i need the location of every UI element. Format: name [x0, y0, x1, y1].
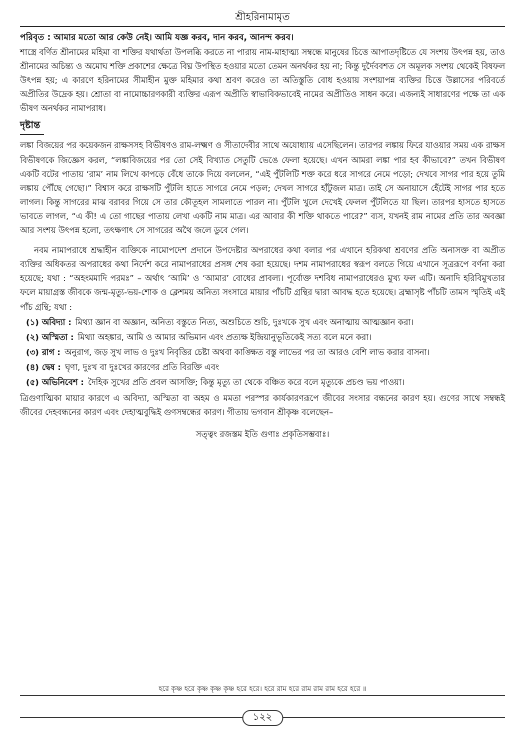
gita-verse: সত্ত্বং রজস্তম ইতি গুণাঃ প্রকৃতিসম্ভবাঃ।: [195, 429, 330, 440]
item-term: (৪) দ্বেষ :: [26, 361, 61, 372]
running-header: শ্রীহরিনামামৃত: [20, 10, 505, 27]
item-term: (২) অস্মিতা :: [26, 331, 74, 342]
item-text: মিথ্যা অহঙ্কার, আমি ও আমার অভিমান এবং প্রত্যক্ষ ইন্দ্রিয়ানুভূতিকেই সত্য বলে মনে করা।: [77, 331, 372, 342]
item-text: ঘৃণা, দুঃখ বা দুঃখের কারণের প্রতি বিরক্তি এবং: [64, 361, 219, 372]
heading-underline: [20, 134, 44, 135]
section-heading: দৃষ্টান্ত: [20, 120, 41, 132]
item-term: (১) অবিদ্যা :: [26, 316, 72, 327]
item-text: মিথ্যা জ্ঞান বা অজ্ঞান, অনিত্য বস্তুতে নিত্য, অশুচিতে শুচি, দুঃখকে সুখ এবং অনাত্মায় আত্মজ্ঞান করা।: [75, 316, 414, 327]
page-number: ১২২: [242, 710, 284, 726]
closing-paragraph: ত্রিগুণাত্মিকা মায়ার কারণে এ অবিদ্যা, অস্মিতা বা অহম ও মমতা পরস্পর কার্যকারণরূপে জীবের সংসার বন্ধনের কারণ হয়। গুণের সাথে সম্বন্ধই জীবের দেহবন্ধনের কারণ এবং দেহাত্মবুদ্ধিই গুণসম্বন্ধের কারণ। গীতায় ভগবান শ্রীকৃষ্ণ বলেছেন–: [20, 393, 505, 418]
footer-mantra: হরে কৃষ্ণ হরে কৃষ্ণ কৃষ্ণ কৃষ্ণ হরে হরে। হরে রাম হরে রাম রাম রাম হরে হরে ॥: [158, 685, 367, 693]
ninth-offense-paragraph: নবম নামাপরাধে শ্রদ্ধাহীন ব্যক্তিকে নামোপদেশ প্রদানে উপদেষ্টার অপরাধের কথা বলার পর এখানে হরিকথা শ্রবণের প্রতি অনাসক্ত বা অপ্রীত ব্যক্তির অধিকতর অপরাধের কথা নির্দেশ করে নামাপরাধের প্রসঙ্গ শেষ করা হয়েছে। দশম নামাপরাধের স্বরূপ বলতে গিয়ে এখানে সূত্ররূপে বর্ণনা করা হয়েছে; যথা : “অহংমমাদি পরমঃ” – অর্থাৎ ‘আমি’ ও ‘আমার’ বোধের প্রাবল্য। পূর্বোক্ত দশবিধ নামাপরাধেরও মুখ্য ফল এটি। অনাদি হরিবিমুখতার ফলে মায়াগ্রস্ত জীবকে জন্ম-মৃত্যু-ভয়-শোক ও ক্লেশময় অনিত্য সংসারে মায়ার পাঁচটি গ্রন্থির দ্বারা আবদ্ধ হতে হয়েছে। ব্রহ্মাসৃষ্ট পাঁচটি তামস স্মৃতিই এই পাঁচ গ্রন্থি; যথা :: [20, 245, 505, 312]
list-item: [26, 375, 505, 389]
item-term: (৫) অভিনিবেশ :: [26, 376, 84, 387]
story-paragraph: লঙ্কা বিজয়ের পর কয়েকজন রাক্ষসসহ বিভীষণও রাম-লক্ষ্মণ ও সীতাদেবীর সাথে অযোধ্যায় এসেছিলেন। তারপর লঙ্কায় ফিরে যাওয়ার সময় এক রাক্ষস বিভীষণকে জিজ্ঞেস করল, “লঙ্কাবিজয়ের পর তো সেই বিখ্যাত সেতুটি ভেঙে ফেলা হয়েছে। এখন আমরা লঙ্কা পার হব কীভাবে?” তখন বিভীষণ একটি বটের পাতায় ‘রাম’ নাম লিখে কাপড়ে বেঁধে তাকে দিয়ে বললেন, “এই পুঁটলিটি শক্ত করে ধরে সাগরে নেমে পড়ো; দেখবে সাগর পার হয়ে তুমি লঙ্কায় পৌঁছে গেছো।” বিশ্বাস করে রাক্ষসটি পুঁটলি হাতে সাগরে নেমে পড়ল; দেখল সাগরে হাঁটুজল মাত্র। তাই সে অনায়াসে হেঁটেই সাগর পার হতে লাগল। কিন্তু সাগরের মাঝ বরাবর গিয়ে সে তার কৌতূহল সামলাতে পারল না। পুঁটলি খুলে দেখেই ফেলল পুঁটলিতে যা ছিল। তারপর হাসতে হাসতে ভাবতে লাগল, “এ কী! এ তো গাছের পাতায় লেখা একটি নাম মাত্র। এর আবার কী শক্তি থাকতে পারে?” ব্যস, যখনই রাম নামের প্রতি তার অবজ্ঞা আর সংশয় উৎপন্ন হলো, তৎক্ষণাৎ সে সাগরের অথৈ জলে ডুবে গেল।: [20, 140, 505, 236]
list-item: [26, 330, 505, 344]
item-term: (৩) রাগ :: [26, 346, 61, 357]
intro-paragraph: শাস্ত্রে বর্ণিত শ্রীনামের মহিমা বা শক্তির যথার্থতা উপলব্ধি করতে না পারায় নাম-মাহাত্ম্য সম্বন্ধে মানুষের চিত্তে আপাতদৃষ্টিতে যে সংশয় উৎপন্ন হয়, তাও শ্রীনামের অচিন্ত্য ও অমোঘ শক্তি প্রকাশের ক্ষেত্রে বিঘ্ন উপস্থিত হওয়ার মতো তেমন অনর্থকর হয় না; কিন্তু দুর্দৈববশত সে অমূলক সংশয় থেকেই বিষফল উৎপন্ন হয়; এ কারণে হরিনামের সীমাহীন মুক্ত মহিমার কথা শ্রবণ করেও তা অতিস্তুতি বোধ হওয়ায় সংশয়াপন্ন ব্যক্তির চিত্তে উল্লাসের পরিবর্তে অপ্রীতির উদ্রেক হয়। শ্রোতা বা নামোচ্চারণকারী ব্যক্তির এরূপ অপ্রীতি স্বাভাবিকভাবেই নামের অপ্রীতিও সাধন করে। এজন্যই সাধারণের পক্ষে তা এক ভীষণ অনর্থকর নামাপরাধ।: [20, 47, 505, 114]
list-item: [26, 360, 505, 374]
item-text: অনুরাগ, জড় সুখ লাভ ও দুঃখ নিবৃত্তির চেষ্টা অথবা কাঙ্ক্ষিত বস্তু লাভের পর তা আরও বেশি লাভ করার বাসনা।: [64, 346, 430, 357]
document-page: [20, 10, 505, 441]
lead-line: পরিবৃত : আমার মতো আর কেউ নেই। আমি যজ্ঞ করব, দান করব, আনন্দ করব।: [20, 33, 294, 43]
five-knots-list: [26, 315, 505, 389]
list-item: [26, 345, 505, 359]
footer-divider: [20, 695, 505, 696]
item-text: দৈহিক সুখের প্রতি প্রবল আসক্তি; কিন্তু মৃত্যু তা থেকে বঞ্চিত করে বলে মৃত্যুকে প্রচণ্ড ভয় পাওয়া।: [88, 376, 405, 387]
list-item: [26, 315, 505, 329]
